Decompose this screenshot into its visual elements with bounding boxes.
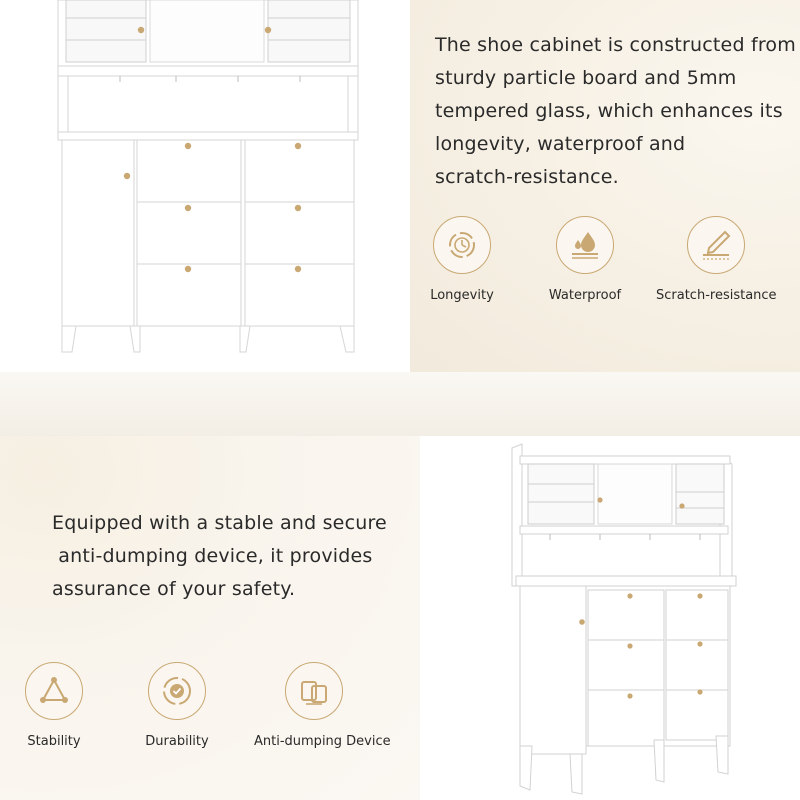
feature-label: Anti-dumping Device [254,734,391,749]
feature-waterproof [525,216,645,303]
feature-label: Stability [27,734,81,749]
longevity-icon [433,216,491,274]
description-line: The shoe cabinet is constructed from [435,34,796,56]
feature-label: Scratch-resistance [656,288,777,303]
description-line: assurance of your safety. [52,578,296,600]
anti-dumping-icon [285,662,343,720]
top-left-panel [0,0,410,372]
description-line: tempered glass, which enhances its [435,100,783,122]
feature-label: Durability [145,734,209,749]
feature-label: Longevity [430,288,494,303]
description-line: scratch-resistance. [435,166,619,188]
feature-longevity [402,216,522,303]
feature-label: Waterproof [548,288,622,303]
feature-stability [0,662,114,749]
bottom-right-panel [420,436,800,800]
feature-scratch-resistance [656,216,776,303]
cabinet-full-image [420,436,800,800]
durability-icon [148,662,206,720]
description-line: Equipped with a stable and secure [52,512,387,534]
feature-anti-dumping [254,662,391,749]
divider-band [0,372,800,436]
safety-description [52,507,387,606]
description-line: sturdy particle board and 5mm [435,67,737,89]
description-line: anti-dumping device, it provides [52,545,373,567]
description-line: longevity, waterproof and [435,133,686,155]
feature-durability [117,662,237,749]
materials-description [435,29,796,194]
stability-icon [25,662,83,720]
waterproof-icon [556,216,614,274]
scratch-resistance-icon [687,216,745,274]
cabinet-closeup-image [0,0,410,372]
